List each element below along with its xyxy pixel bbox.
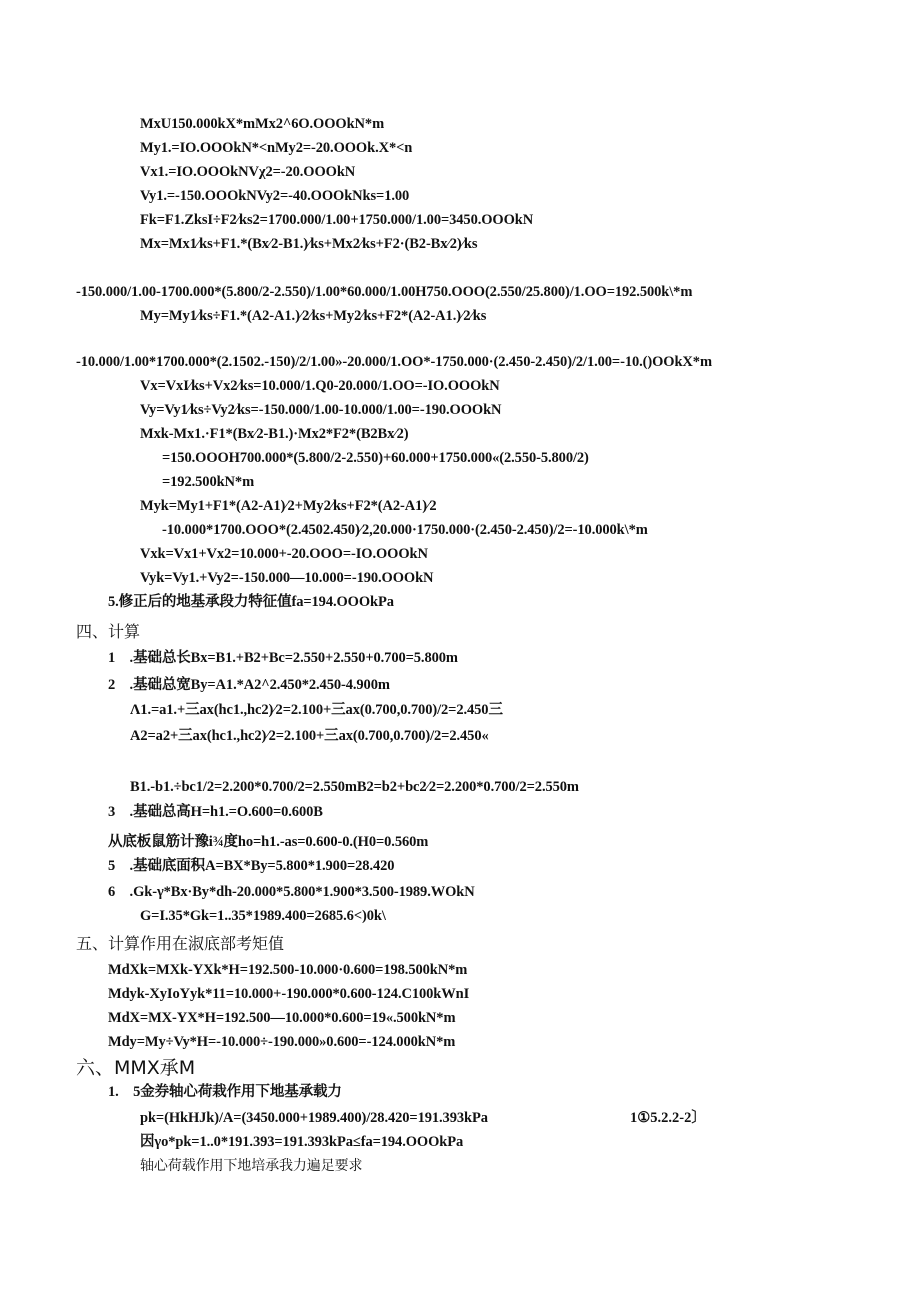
text-line: Vx1.=IO.OOOkNVχ2=-20.OOOkN xyxy=(140,164,356,180)
text-line: 5 .基础底面积A=BX*By=5.800*1.900=28.420 xyxy=(108,858,395,874)
section-heading: 五、计算作用在淑底部考矩值 xyxy=(76,934,285,953)
text-line: 5.修正后的地基承段力特征值fa=194.OOOkPa xyxy=(108,594,394,610)
text-line: Myk=My1+F1*(A2-A1)⁄2+My2⁄ks+F2*(A2-A1)⁄2 xyxy=(140,498,437,514)
text-line: MdX=MX-YX*H=192.500—10.000*0.600=19«.500kN*m xyxy=(108,1010,456,1026)
text-line: Vyk=Vy1.+Vy2=-150.000—10.000=-190.OOOkN xyxy=(140,570,434,586)
text-line: Vxk=Vx1+Vx2=10.000+-20.OOO=-IO.OOOkN xyxy=(140,546,428,562)
text-line: 1 .基础总长Bx=B1.+B2+Bc=2.550+2.550+0.700=5.800m xyxy=(108,650,458,666)
text-line: My=My1⁄ks÷F1.*(A2-A1.)⁄2⁄ks+My2⁄ks+F2*(A2-A1.)⁄2⁄ks xyxy=(140,308,487,324)
text-line: pk=(HkHJk)/A=(3450.000+1989.400)/28.420=191.393kPa xyxy=(140,1110,488,1126)
text-line: Mx=Mx1⁄ks+F1.*(Bx⁄2-B1.)⁄ks+Mx2⁄ks+F2·(B2-Bx⁄2)⁄ks xyxy=(140,236,478,252)
text-line: Mxk-Mx1.·F1*(Bx⁄2-B1.)·Mx2*F2*(B2Bx⁄2) xyxy=(140,426,409,442)
text-line: Vy1.=-150.OOOkNVy2=-40.OOOkNks=1.00 xyxy=(140,188,410,204)
section-heading: 六、MMX承M xyxy=(76,1057,196,1079)
text-line: My1.=IO.OOOkN*<nMy2=-20.OOOk.X*<n xyxy=(140,140,413,156)
text-line: MxU150.000kX*mMx2^6O.OOOkN*m xyxy=(140,116,385,132)
text-line: -150.000/1.00-1700.000*(5.800/2-2.550)/1.00*60.000/1.00H750.OOO(2.550/25.800)/1.OO=192.500k\*m xyxy=(76,284,693,300)
text-line: Λ1.=a1.+三ax(hc1.,hc2)⁄2=2.100+三ax(0.700,0.700)/2=2.450三 xyxy=(130,702,503,718)
text-line: 因γo*pk=1..0*191.393=191.393kPa≤fa=194.OOOkPa xyxy=(140,1134,464,1150)
text-line: MdXk=MXk-YXk*H=192.500-10.000·0.600=198.500kN*m xyxy=(108,962,468,978)
text-line: =192.500kN*m xyxy=(162,474,255,490)
text-line: Fk=F1.ZksI÷F2⁄ks2=1700.000/1.00+1750.000/1.00=3450.OOOkN xyxy=(140,212,534,228)
code-reference: 1①5.2.2-2〕 xyxy=(630,1110,706,1126)
text-line: B1.-b1.÷bc1/2=2.200*0.700/2=2.550mB2=b2+bc2⁄2=2.200*0.700/2=2.550m xyxy=(130,779,579,795)
text-line: 1. 5金券轴心荷栽作用下地基承载力 xyxy=(108,1084,342,1100)
text-line: G=I.35*Gk=1..35*1989.400=2685.6<)0k\ xyxy=(140,908,386,924)
text-line: =150.OOOH700.000*(5.800/2-2.550)+60.000+1750.000«(2.550-5.800/2) xyxy=(162,450,589,466)
text-line: 从底板鼠筋计豫i¾度ho=h1.-as=0.600-0.(H0=0.560m xyxy=(108,834,429,850)
text-line: 3 .基础总高H=h1.=O.600=0.600B xyxy=(108,804,323,820)
text-line: 轴心荷载作用下地培承我力遍足要求 xyxy=(140,1158,363,1174)
text-line: Mdyk-XyIoYyk*11=10.000+-190.000*0.600-124.C100kWnI xyxy=(108,986,470,1002)
text-line: 6 .Gk-γ*Bx·By*dh-20.000*5.800*1.900*3.500-1989.WOkN xyxy=(108,884,475,900)
text-line: Mdy=My÷Vy*H=-10.000÷-190.000»0.600=-124.000kN*m xyxy=(108,1034,456,1050)
text-line: Vx=VxI⁄ks+Vx2⁄ks=10.000/1.Q0-20.000/1.OO=-IO.OOOkN xyxy=(140,378,500,394)
text-line: A2=a2+三ax(hc1.,hc2)⁄2=2.100+三ax(0.700,0.700)/2=2.450« xyxy=(130,728,489,744)
text-line: 2 .基础总宽By=A1.*A2^2.450*2.450-4.900m xyxy=(108,677,390,693)
section-heading: 四、计算 xyxy=(76,622,141,641)
text-line: Vy=Vy1⁄ks÷Vy2⁄ks=-150.000/1.00-10.000/1.00=-190.OOOkN xyxy=(140,402,502,418)
text-line: -10.000/1.00*1700.000*(2.1502.-150)/2/1.00»-20.000/1.OO*-1750.000·(2.450-2.450)/2/1.00=-10.()OOkX*m xyxy=(76,354,712,370)
text-line: -10.000*1700.OOO*(2.4502.450)⁄2,20.000·1750.000·(2.450-2.450)/2=-10.000k\*m xyxy=(162,522,648,538)
